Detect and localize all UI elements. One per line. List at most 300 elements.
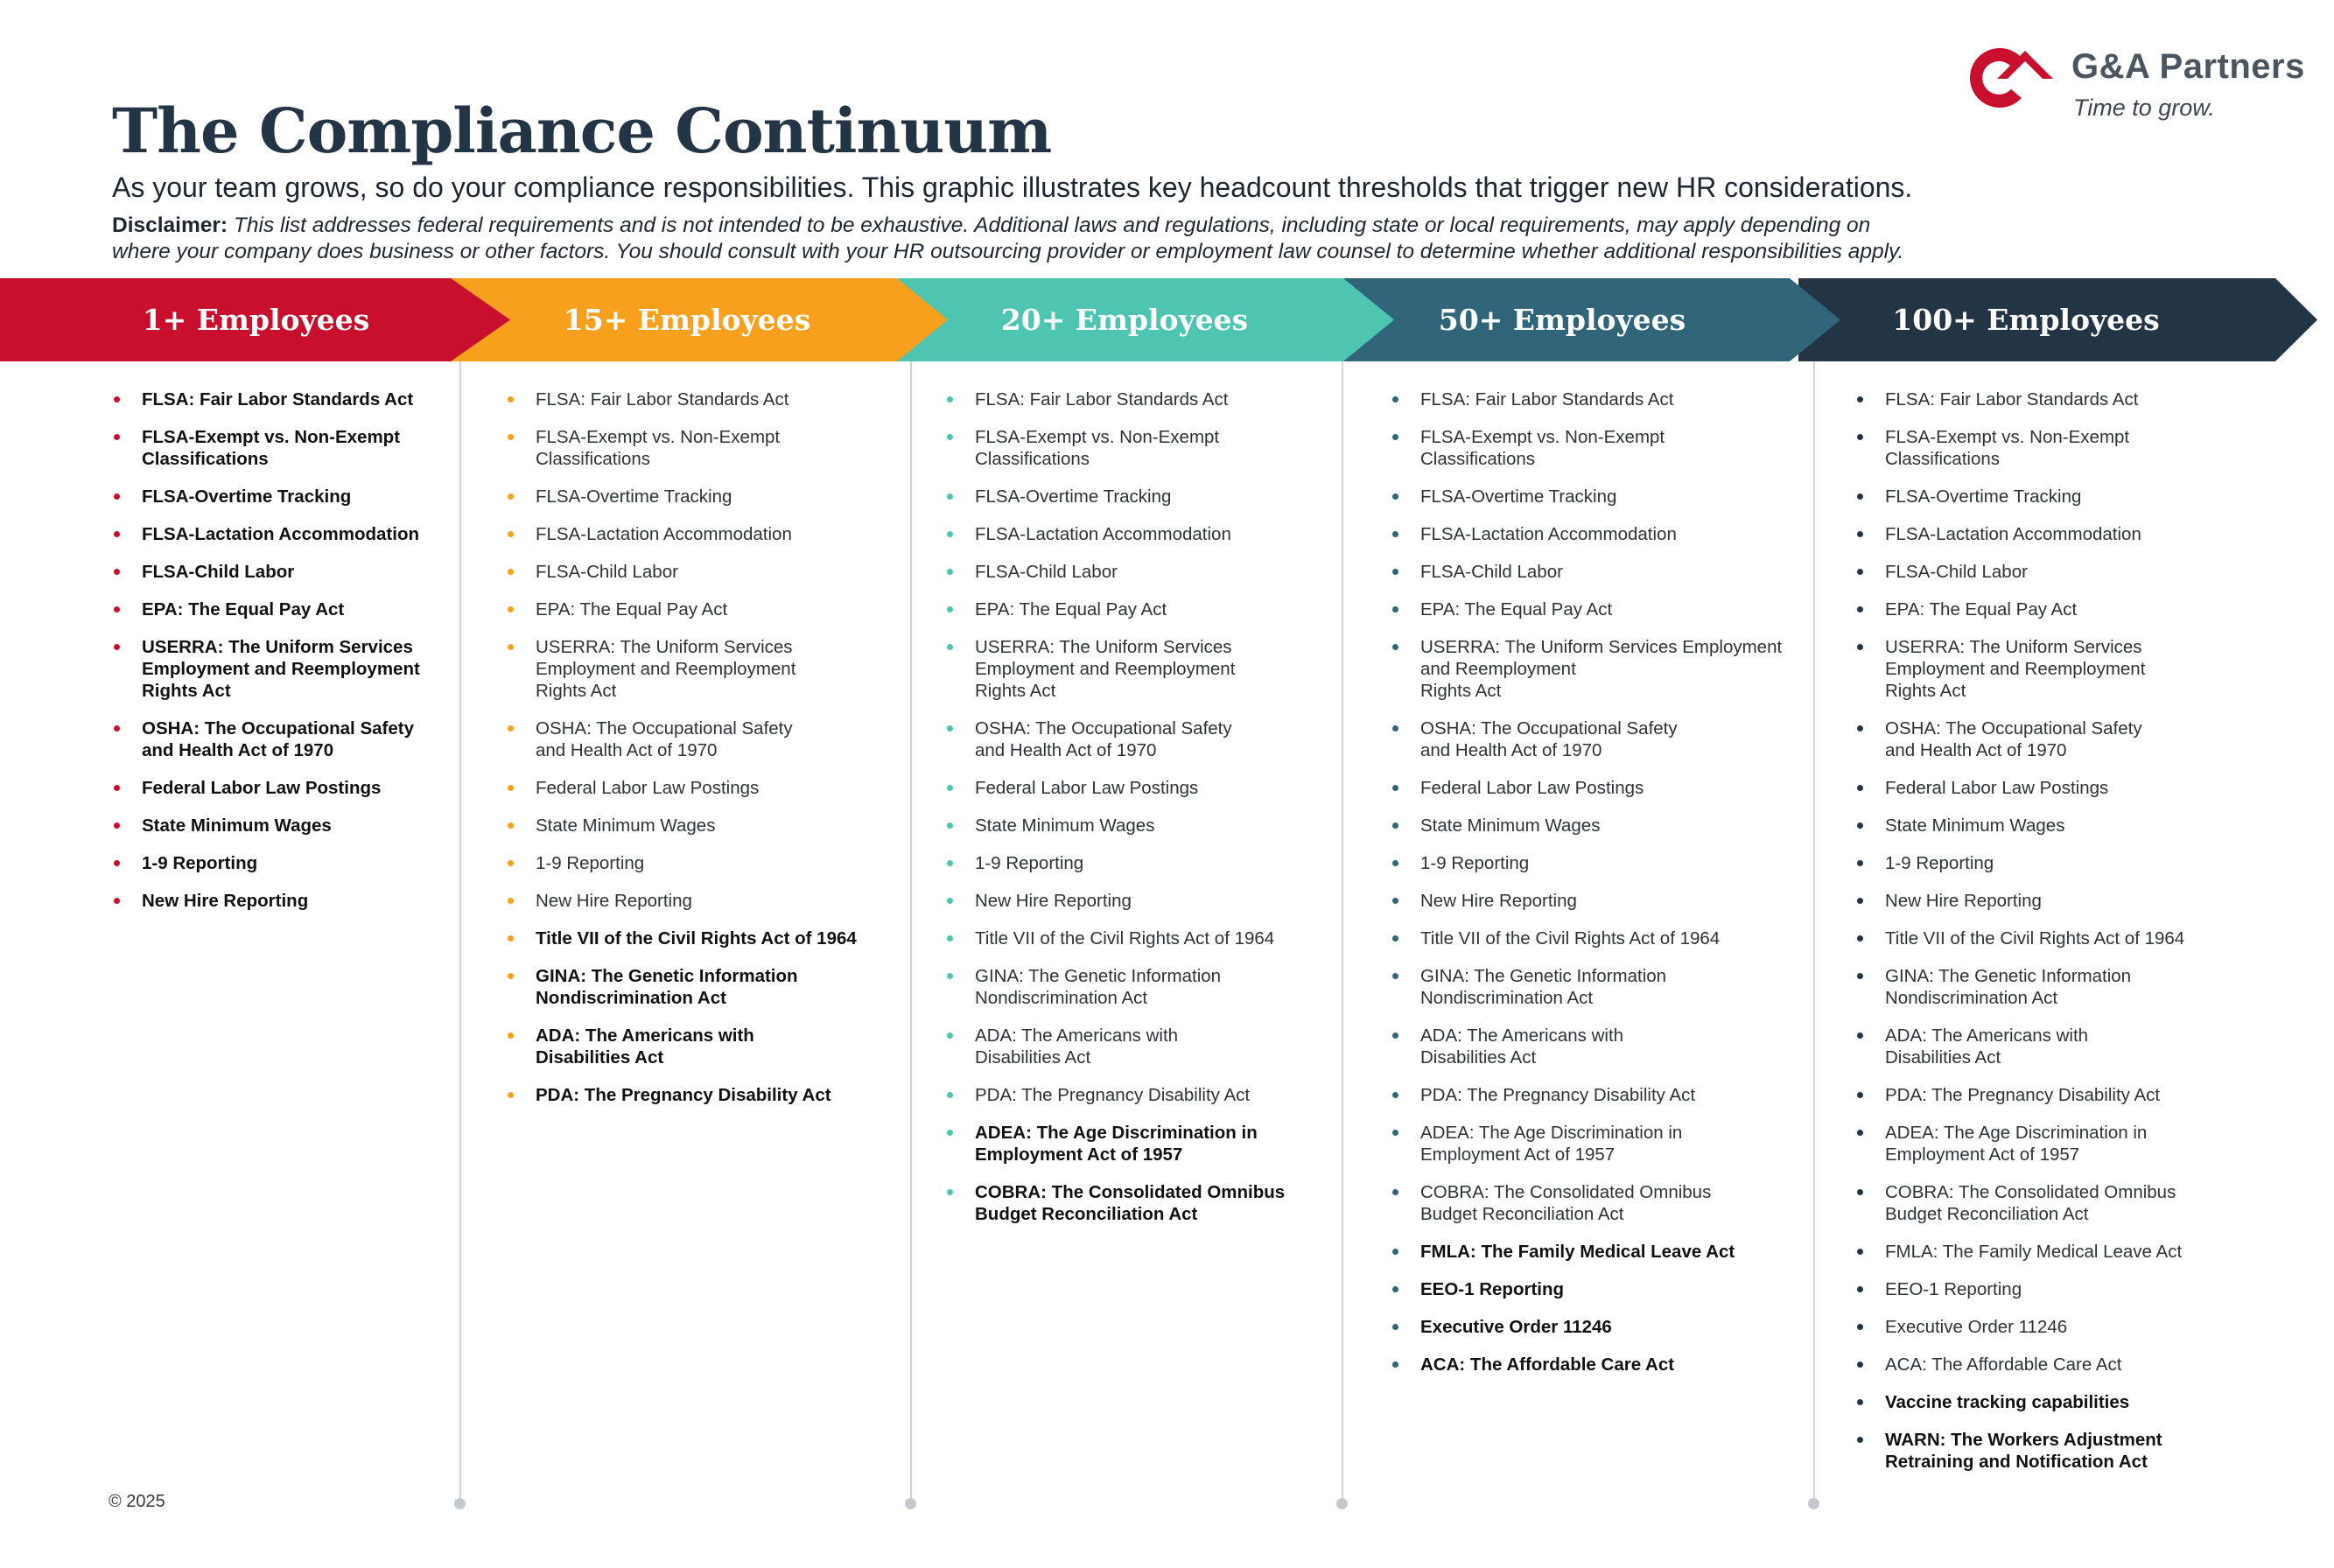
bullet-dot-icon bbox=[508, 1092, 514, 1098]
requirement-text-line: FLSA-Lactation Accommodation bbox=[975, 524, 1231, 544]
requirement-text-line: Federal Labor Law Postings bbox=[1885, 778, 2109, 798]
requirement-text-line: FLSA-Lactation Accommodation bbox=[1885, 524, 2141, 544]
requirement-item bbox=[1391, 523, 1782, 545]
requirement-text-line: Rights Act bbox=[536, 681, 617, 701]
requirement-text-line: Rights Act bbox=[1420, 681, 1502, 701]
divider-dot bbox=[1336, 1498, 1348, 1509]
bullet-dot-icon bbox=[1857, 531, 1863, 537]
requirement-item bbox=[112, 598, 420, 620]
requirement-text-line: FLSA-Overtime Tracking bbox=[536, 486, 732, 507]
bullet-dot-icon bbox=[508, 1032, 514, 1039]
bullet-dot-icon bbox=[1392, 1032, 1398, 1039]
requirement-item bbox=[1391, 1316, 1782, 1338]
requirement-item bbox=[506, 718, 857, 761]
logo-mark-icon bbox=[1953, 38, 2058, 117]
requirement-text-line: Title VII of the Civil Rights Act of 1964 bbox=[1420, 928, 1721, 948]
requirement-text-line: Budget Reconciliation Act bbox=[975, 1204, 1198, 1224]
requirement-item bbox=[1855, 928, 2184, 949]
page-subtitle: As your team grows, so do your compliance responsibilities. This graphic illustrates key headcount thresholds that trigger new HR considerations. bbox=[112, 172, 1913, 203]
requirement-item bbox=[506, 965, 857, 1009]
bullet-dot-icon bbox=[1392, 1249, 1398, 1255]
requirement-item bbox=[1391, 1025, 1782, 1068]
requirement-item bbox=[1391, 598, 1782, 620]
requirement-item bbox=[506, 486, 857, 508]
bullet-dot-icon bbox=[1857, 1437, 1863, 1443]
bullet-dot-icon bbox=[1857, 1130, 1863, 1136]
bullet-dot-icon bbox=[114, 396, 120, 402]
requirement-text-line: Federal Labor Law Postings bbox=[142, 778, 382, 798]
requirement-text-line: OSHA: The Occupational Safety bbox=[975, 718, 1232, 738]
requirement-text-line: GINA: The Genetic Information bbox=[1420, 966, 1667, 986]
requirement-text-line: Employment and Reemployment bbox=[1885, 659, 2146, 679]
bullet-dot-icon bbox=[508, 973, 514, 979]
bullet-dot-icon bbox=[508, 606, 514, 612]
requirement-text-line: ADA: The Americans with bbox=[1420, 1026, 1624, 1046]
requirement-text-line: FLSA-Exempt vs. Non-Exempt bbox=[1885, 427, 2130, 447]
requirement-item bbox=[1391, 1278, 1782, 1300]
requirement-item bbox=[1855, 852, 2184, 874]
bullet-dot-icon bbox=[947, 898, 953, 904]
bullet-dot-icon bbox=[947, 822, 953, 829]
bullet-dot-icon bbox=[1857, 606, 1863, 612]
requirement-text-line: FLSA-Overtime Tracking bbox=[142, 486, 352, 507]
bullet-dot-icon bbox=[1857, 1286, 1863, 1292]
requirement-text-line: EPA: The Equal Pay Act bbox=[975, 599, 1167, 620]
bullet-dot-icon bbox=[1392, 396, 1398, 402]
stage-label-20: 20+ Employees bbox=[1000, 303, 1249, 337]
requirement-item bbox=[1391, 561, 1782, 583]
requirement-item bbox=[945, 1181, 1285, 1225]
requirement-item bbox=[1855, 561, 2184, 583]
requirement-text-line: PDA: The Pregnancy Disability Act bbox=[536, 1085, 831, 1105]
bullet-dot-icon bbox=[114, 569, 120, 575]
requirement-item bbox=[506, 636, 857, 702]
bullet-dot-icon bbox=[1392, 1324, 1398, 1330]
requirement-item bbox=[945, 486, 1285, 508]
requirement-item bbox=[506, 1025, 857, 1068]
requirement-text-line: Nondiscrimination Act bbox=[1885, 988, 2058, 1008]
requirement-text-line: FLSA-Exempt vs. Non-Exempt bbox=[536, 427, 781, 447]
requirement-item bbox=[506, 598, 857, 620]
stage-label-100: 100+ Employees bbox=[1892, 303, 2160, 337]
copyright: © 2025 bbox=[109, 1492, 165, 1511]
requirement-item bbox=[112, 486, 420, 508]
disclaimer bbox=[112, 213, 2029, 265]
requirements-list bbox=[1391, 388, 1782, 1376]
bullet-dot-icon bbox=[947, 396, 953, 402]
bullet-dot-icon bbox=[508, 644, 514, 650]
requirement-item bbox=[1391, 718, 1782, 761]
requirement-text-line: FLSA: Fair Labor Standards Act bbox=[1420, 389, 1674, 410]
bullet-dot-icon bbox=[114, 644, 120, 650]
requirement-text-line: PDA: The Pregnancy Disability Act bbox=[1885, 1085, 2161, 1105]
requirement-text-line: and Health Act of 1970 bbox=[1885, 740, 2067, 760]
requirement-text-line: and Health Act of 1970 bbox=[1420, 740, 1602, 760]
requirement-text-line: Federal Labor Law Postings bbox=[536, 778, 760, 798]
bullet-dot-icon bbox=[947, 860, 953, 866]
requirement-text-line: FLSA-Exempt vs. Non-Exempt bbox=[142, 427, 401, 447]
requirement-text-line: 1-9 Reporting bbox=[536, 853, 645, 873]
requirement-item bbox=[945, 561, 1285, 583]
requirement-item bbox=[506, 890, 857, 912]
requirement-text-line: USERRA: The Uniform Services bbox=[975, 637, 1232, 657]
requirement-text-line: Classifications bbox=[1420, 449, 1536, 469]
stage-label-50: 50+ Employees bbox=[1438, 303, 1686, 337]
bullet-dot-icon bbox=[1392, 973, 1398, 979]
requirement-item bbox=[506, 561, 857, 583]
requirement-text-line: FLSA: Fair Labor Standards Act bbox=[975, 389, 1229, 410]
bullet-dot-icon bbox=[1392, 1189, 1398, 1195]
requirement-text-line: Nondiscrimination Act bbox=[1420, 988, 1594, 1008]
requirement-text-line: EEO-1 Reporting bbox=[1420, 1279, 1565, 1299]
column-divider bbox=[1813, 361, 1815, 1502]
requirements-list bbox=[506, 388, 857, 1106]
requirement-text-line: OSHA: The Occupational Safety bbox=[1420, 718, 1678, 738]
requirement-text-line: Vaccine tracking capabilities bbox=[1885, 1392, 2130, 1412]
column-50-employees bbox=[1391, 388, 1782, 1391]
requirement-text-line: FLSA-Lactation Accommodation bbox=[536, 524, 792, 544]
column-1-employees bbox=[112, 388, 420, 928]
requirements-list bbox=[1855, 388, 2184, 1473]
requirement-text-line: Federal Labor Law Postings bbox=[1420, 778, 1644, 798]
requirement-text-line: FMLA: The Family Medical Leave Act bbox=[1885, 1242, 2183, 1262]
bullet-dot-icon bbox=[1857, 1399, 1863, 1405]
requirements-list bbox=[945, 388, 1285, 1225]
requirement-text-line: FLSA-Lactation Accommodation bbox=[142, 524, 419, 544]
requirement-item bbox=[1391, 426, 1782, 470]
bullet-dot-icon bbox=[1857, 822, 1863, 829]
requirement-item bbox=[1855, 1084, 2184, 1106]
requirement-text-line: Executive Order 11246 bbox=[1885, 1317, 2068, 1337]
requirement-item bbox=[1391, 1354, 1782, 1376]
bullet-dot-icon bbox=[1392, 785, 1398, 791]
requirement-item bbox=[1391, 1122, 1782, 1166]
requirement-text-line: Classifications bbox=[536, 449, 651, 469]
requirement-text-line: Disabilities Act bbox=[536, 1047, 664, 1068]
bullet-dot-icon bbox=[947, 606, 953, 612]
bullet-dot-icon bbox=[1392, 822, 1398, 829]
requirement-text-line: New Hire Reporting bbox=[142, 891, 309, 911]
requirement-item bbox=[1391, 388, 1782, 410]
requirement-text-line: FLSA-Lactation Accommodation bbox=[1420, 524, 1677, 544]
bullet-dot-icon bbox=[1857, 494, 1863, 500]
requirement-text-line: FLSA: Fair Labor Standards Act bbox=[1885, 389, 2139, 410]
divider-dot bbox=[1808, 1498, 1819, 1509]
requirement-text-line: State Minimum Wages bbox=[142, 816, 332, 836]
requirement-text-line: 1-9 Reporting bbox=[1420, 853, 1530, 873]
requirement-text-line: New Hire Reporting bbox=[1420, 891, 1577, 911]
bullet-dot-icon bbox=[1392, 531, 1398, 537]
requirement-text-line: FLSA-Exempt vs. Non-Exempt bbox=[1420, 427, 1665, 447]
requirement-text-line: 1-9 Reporting bbox=[142, 853, 258, 873]
requirement-text-line: Classifications bbox=[975, 449, 1090, 469]
column-15-employees bbox=[506, 388, 857, 1122]
requirement-item bbox=[506, 852, 857, 874]
requirement-item bbox=[1855, 598, 2184, 620]
requirement-text-line: WARN: The Workers Adjustment bbox=[1885, 1430, 2162, 1450]
requirement-item bbox=[112, 718, 420, 761]
bullet-dot-icon bbox=[947, 973, 953, 979]
requirement-text-line: Executive Order 11246 bbox=[1420, 1317, 1612, 1337]
stage-label-15: 15+ Employees bbox=[563, 303, 811, 337]
bullet-dot-icon bbox=[947, 1130, 953, 1136]
bullet-dot-icon bbox=[114, 494, 120, 500]
requirement-item bbox=[112, 561, 420, 583]
requirement-text-line: PDA: The Pregnancy Disability Act bbox=[975, 1085, 1251, 1105]
requirement-text-line: Rights Act bbox=[142, 681, 231, 701]
requirement-item bbox=[1855, 1278, 2184, 1300]
requirement-item bbox=[1855, 486, 2184, 508]
requirement-text-line: Employment Act of 1957 bbox=[1885, 1144, 2080, 1165]
requirement-text-line: GINA: The Genetic Information bbox=[536, 966, 798, 986]
bullet-dot-icon bbox=[114, 785, 120, 791]
requirement-item bbox=[1855, 1122, 2184, 1166]
requirement-item bbox=[506, 815, 857, 836]
bullet-dot-icon bbox=[508, 822, 514, 829]
requirement-text-line: and Health Act of 1970 bbox=[536, 740, 718, 760]
requirement-text-line: Budget Reconciliation Act bbox=[1885, 1204, 2089, 1224]
requirement-item bbox=[506, 777, 857, 799]
requirement-item bbox=[945, 965, 1285, 1009]
bullet-dot-icon bbox=[1857, 1324, 1863, 1330]
bullet-dot-icon bbox=[947, 725, 953, 732]
bullet-dot-icon bbox=[1392, 494, 1398, 500]
requirement-text-line: GINA: The Genetic Information bbox=[975, 966, 1222, 986]
bullet-dot-icon bbox=[947, 531, 953, 537]
bullet-dot-icon bbox=[1392, 898, 1398, 904]
bullet-dot-icon bbox=[1857, 725, 1863, 732]
requirement-text-line: Disabilities Act bbox=[1885, 1047, 2001, 1068]
bullet-dot-icon bbox=[1392, 1286, 1398, 1292]
requirement-item bbox=[112, 523, 420, 545]
requirement-text-line: EPA: The Equal Pay Act bbox=[142, 599, 345, 620]
requirement-text-line: and Reemployment bbox=[1420, 659, 1576, 679]
bullet-dot-icon bbox=[1857, 569, 1863, 575]
requirement-item bbox=[945, 636, 1285, 702]
requirement-item bbox=[506, 388, 857, 410]
bullet-dot-icon bbox=[508, 531, 514, 537]
requirement-item bbox=[1855, 523, 2184, 545]
requirement-text-line: USERRA: The Uniform Services bbox=[142, 637, 413, 657]
requirement-item bbox=[1855, 388, 2184, 410]
requirement-text-line: ADEA: The Age Discrimination in bbox=[1420, 1123, 1683, 1143]
bullet-dot-icon bbox=[947, 569, 953, 575]
requirement-text-line: FLSA: Fair Labor Standards Act bbox=[536, 389, 789, 410]
requirement-text-line: FLSA-Child Labor bbox=[975, 562, 1118, 582]
requirement-text-line: OSHA: The Occupational Safety bbox=[536, 718, 793, 738]
requirement-text-line: New Hire Reporting bbox=[536, 891, 692, 911]
requirement-item bbox=[506, 1084, 857, 1106]
requirement-item bbox=[945, 890, 1285, 912]
requirement-text-line: Rights Act bbox=[975, 681, 1056, 701]
bullet-dot-icon bbox=[114, 434, 120, 440]
requirement-text-line: Title VII of the Civil Rights Act of 1964 bbox=[1885, 928, 2185, 948]
requirement-item bbox=[112, 890, 420, 912]
requirement-item bbox=[945, 1025, 1285, 1068]
bullet-dot-icon bbox=[1392, 569, 1398, 575]
requirement-text-line: Employment and Reemployment bbox=[142, 659, 420, 679]
disclaimer-line-2: where your company does business or other factors. You should consult with your HR outsourcing provider or employment law counsel to determine whether additional responsibilities apply. bbox=[112, 240, 1904, 263]
bullet-dot-icon bbox=[947, 494, 953, 500]
requirement-text-line: OSHA: The Occupational Safety bbox=[1885, 718, 2142, 738]
requirement-item bbox=[1391, 890, 1782, 912]
column-divider bbox=[459, 361, 461, 1502]
bullet-dot-icon bbox=[508, 396, 514, 402]
requirement-text-line: New Hire Reporting bbox=[1885, 891, 2042, 911]
requirement-text-line: Title VII of the Civil Rights Act of 1964 bbox=[975, 928, 1275, 948]
requirement-text-line: FLSA-Overtime Tracking bbox=[1420, 486, 1617, 507]
column-100-employees bbox=[1855, 388, 2184, 1488]
bullet-dot-icon bbox=[508, 935, 514, 942]
requirement-item bbox=[1855, 777, 2184, 799]
requirement-item bbox=[506, 523, 857, 545]
requirement-item bbox=[1855, 1391, 2184, 1413]
bullet-dot-icon bbox=[1857, 785, 1863, 791]
requirement-text-line: State Minimum Wages bbox=[1420, 816, 1601, 836]
bullet-dot-icon bbox=[947, 1032, 953, 1039]
requirement-item bbox=[1855, 426, 2184, 470]
disclaimer-label: Disclaimer: bbox=[112, 214, 228, 237]
page-title: The Compliance Continuum bbox=[112, 94, 1052, 167]
requirement-text-line: EPA: The Equal Pay Act bbox=[536, 599, 728, 620]
requirement-text-line: New Hire Reporting bbox=[975, 891, 1132, 911]
requirement-text-line: Nondiscrimination Act bbox=[975, 988, 1148, 1008]
bullet-dot-icon bbox=[508, 898, 514, 904]
bullet-dot-icon bbox=[1392, 434, 1398, 440]
requirement-item bbox=[112, 636, 420, 702]
bullet-dot-icon bbox=[1857, 434, 1863, 440]
requirement-text-line: and Health Act of 1970 bbox=[975, 740, 1157, 760]
requirement-text-line: FLSA-Exempt vs. Non-Exempt bbox=[975, 427, 1220, 447]
requirement-text-line: 1-9 Reporting bbox=[1885, 853, 1994, 873]
bullet-dot-icon bbox=[1392, 1362, 1398, 1368]
bullet-dot-icon bbox=[1857, 644, 1863, 650]
bullet-dot-icon bbox=[1392, 860, 1398, 866]
requirement-item bbox=[112, 426, 420, 470]
requirement-item bbox=[1391, 636, 1782, 702]
disclaimer-line-1: This list addresses federal requirements and is not intended to be exhaustive. Additional laws and regulations, including state or local requirements, may apply depending on bbox=[233, 214, 1871, 237]
requirement-item bbox=[1391, 965, 1782, 1009]
bullet-dot-icon bbox=[1857, 1362, 1863, 1368]
requirement-item bbox=[1391, 928, 1782, 949]
requirements-list bbox=[112, 388, 420, 912]
requirement-text-line: FLSA: Fair Labor Standards Act bbox=[142, 389, 414, 410]
bullet-dot-icon bbox=[1392, 606, 1398, 612]
requirement-text-line: ADA: The Americans with bbox=[975, 1026, 1179, 1046]
bullet-dot-icon bbox=[508, 860, 514, 866]
requirement-item bbox=[1855, 815, 2184, 836]
requirement-item bbox=[1855, 718, 2184, 761]
requirement-text-line: Nondiscrimination Act bbox=[536, 988, 726, 1008]
bullet-dot-icon bbox=[508, 434, 514, 440]
bullet-dot-icon bbox=[508, 785, 514, 791]
requirement-text-line: Classifications bbox=[142, 449, 269, 469]
requirement-item bbox=[945, 1084, 1285, 1106]
requirement-text-line: 1-9 Reporting bbox=[975, 853, 1084, 873]
requirement-item bbox=[112, 815, 420, 836]
requirement-item bbox=[1855, 965, 2184, 1009]
requirement-text-line: EPA: The Equal Pay Act bbox=[1885, 599, 2078, 620]
requirement-text-line: FLSA-Child Labor bbox=[1885, 562, 2028, 582]
requirement-text-line: Employment and Reemployment bbox=[536, 659, 796, 679]
bullet-dot-icon bbox=[1857, 1249, 1863, 1255]
requirement-text-line: Employment Act of 1957 bbox=[1420, 1144, 1616, 1165]
requirement-text-line: Disabilities Act bbox=[1420, 1047, 1537, 1068]
bullet-dot-icon bbox=[1392, 644, 1398, 650]
bullet-dot-icon bbox=[947, 785, 953, 791]
bullet-dot-icon bbox=[114, 606, 120, 612]
bullet-dot-icon bbox=[1857, 860, 1863, 866]
requirement-text-line: Budget Reconciliation Act bbox=[1420, 1204, 1624, 1224]
requirement-item bbox=[945, 388, 1285, 410]
bullet-dot-icon bbox=[1857, 1032, 1863, 1039]
requirement-text-line: EPA: The Equal Pay Act bbox=[1420, 599, 1613, 620]
requirement-text-line: USERRA: The Uniform Services bbox=[1885, 637, 2142, 657]
requirement-item bbox=[506, 928, 857, 949]
requirement-text-line: ADA: The Americans with bbox=[1885, 1026, 2089, 1046]
requirement-item bbox=[1391, 486, 1782, 508]
bullet-dot-icon bbox=[947, 1189, 953, 1195]
requirement-text-line: ADEA: The Age Discrimination in bbox=[1885, 1123, 2148, 1143]
requirement-text-line: ADEA: The Age Discrimination in bbox=[975, 1123, 1258, 1143]
requirement-text-line: State Minimum Wages bbox=[1885, 816, 2065, 836]
bullet-dot-icon bbox=[1857, 935, 1863, 942]
company-logo bbox=[1953, 38, 2312, 135]
requirement-text-line: Rights Act bbox=[1885, 681, 1966, 701]
requirement-item bbox=[945, 426, 1285, 470]
requirement-item bbox=[945, 815, 1285, 836]
requirement-text-line: Federal Labor Law Postings bbox=[975, 778, 1199, 798]
requirement-item bbox=[1391, 1181, 1782, 1225]
requirement-item bbox=[1855, 1025, 2184, 1068]
requirement-item bbox=[1391, 1084, 1782, 1106]
requirement-text-line: ACA: The Affordable Care Act bbox=[1885, 1354, 2122, 1375]
bullet-dot-icon bbox=[1857, 973, 1863, 979]
bullet-dot-icon bbox=[1392, 1130, 1398, 1136]
requirement-text-line: FLSA-Overtime Tracking bbox=[1885, 486, 2082, 507]
requirement-text-line: USERRA: The Uniform Services Employment bbox=[1420, 637, 1783, 657]
requirement-text-line: COBRA: The Consolidated Omnibus bbox=[975, 1182, 1286, 1202]
bullet-dot-icon bbox=[1392, 935, 1398, 942]
requirement-text-line: COBRA: The Consolidated Omnibus bbox=[1885, 1182, 2176, 1202]
divider-dot bbox=[905, 1498, 916, 1509]
requirement-text-line: Employment Act of 1957 bbox=[975, 1144, 1183, 1165]
divider-dot bbox=[454, 1498, 466, 1509]
column-divider bbox=[1342, 361, 1343, 1502]
requirement-text-line: State Minimum Wages bbox=[975, 816, 1155, 836]
requirement-text-line: FMLA: The Family Medical Leave Act bbox=[1420, 1242, 1735, 1262]
requirement-item bbox=[112, 388, 420, 410]
requirement-item bbox=[1855, 1316, 2184, 1338]
requirement-text-line: COBRA: The Consolidated Omnibus bbox=[1420, 1182, 1712, 1202]
requirement-text-line: State Minimum Wages bbox=[536, 816, 716, 836]
requirement-text-line: PDA: The Pregnancy Disability Act bbox=[1420, 1085, 1696, 1105]
requirement-text-line: GINA: The Genetic Information bbox=[1885, 966, 2132, 986]
requirement-text-line: OSHA: The Occupational Safety bbox=[142, 718, 414, 738]
requirement-text-line: FLSA-Child Labor bbox=[142, 562, 295, 582]
requirement-item bbox=[1391, 777, 1782, 799]
requirement-text-line: ADA: The Americans with bbox=[536, 1026, 754, 1046]
requirement-item bbox=[1391, 852, 1782, 874]
bullet-dot-icon bbox=[1857, 1189, 1863, 1195]
requirement-item bbox=[1391, 1241, 1782, 1263]
bullet-dot-icon bbox=[114, 898, 120, 904]
requirement-text-line: FLSA-Child Labor bbox=[1420, 562, 1563, 582]
requirement-item bbox=[1855, 1429, 2184, 1473]
requirement-item bbox=[112, 852, 420, 874]
bullet-dot-icon bbox=[947, 644, 953, 650]
requirement-item bbox=[506, 426, 857, 470]
